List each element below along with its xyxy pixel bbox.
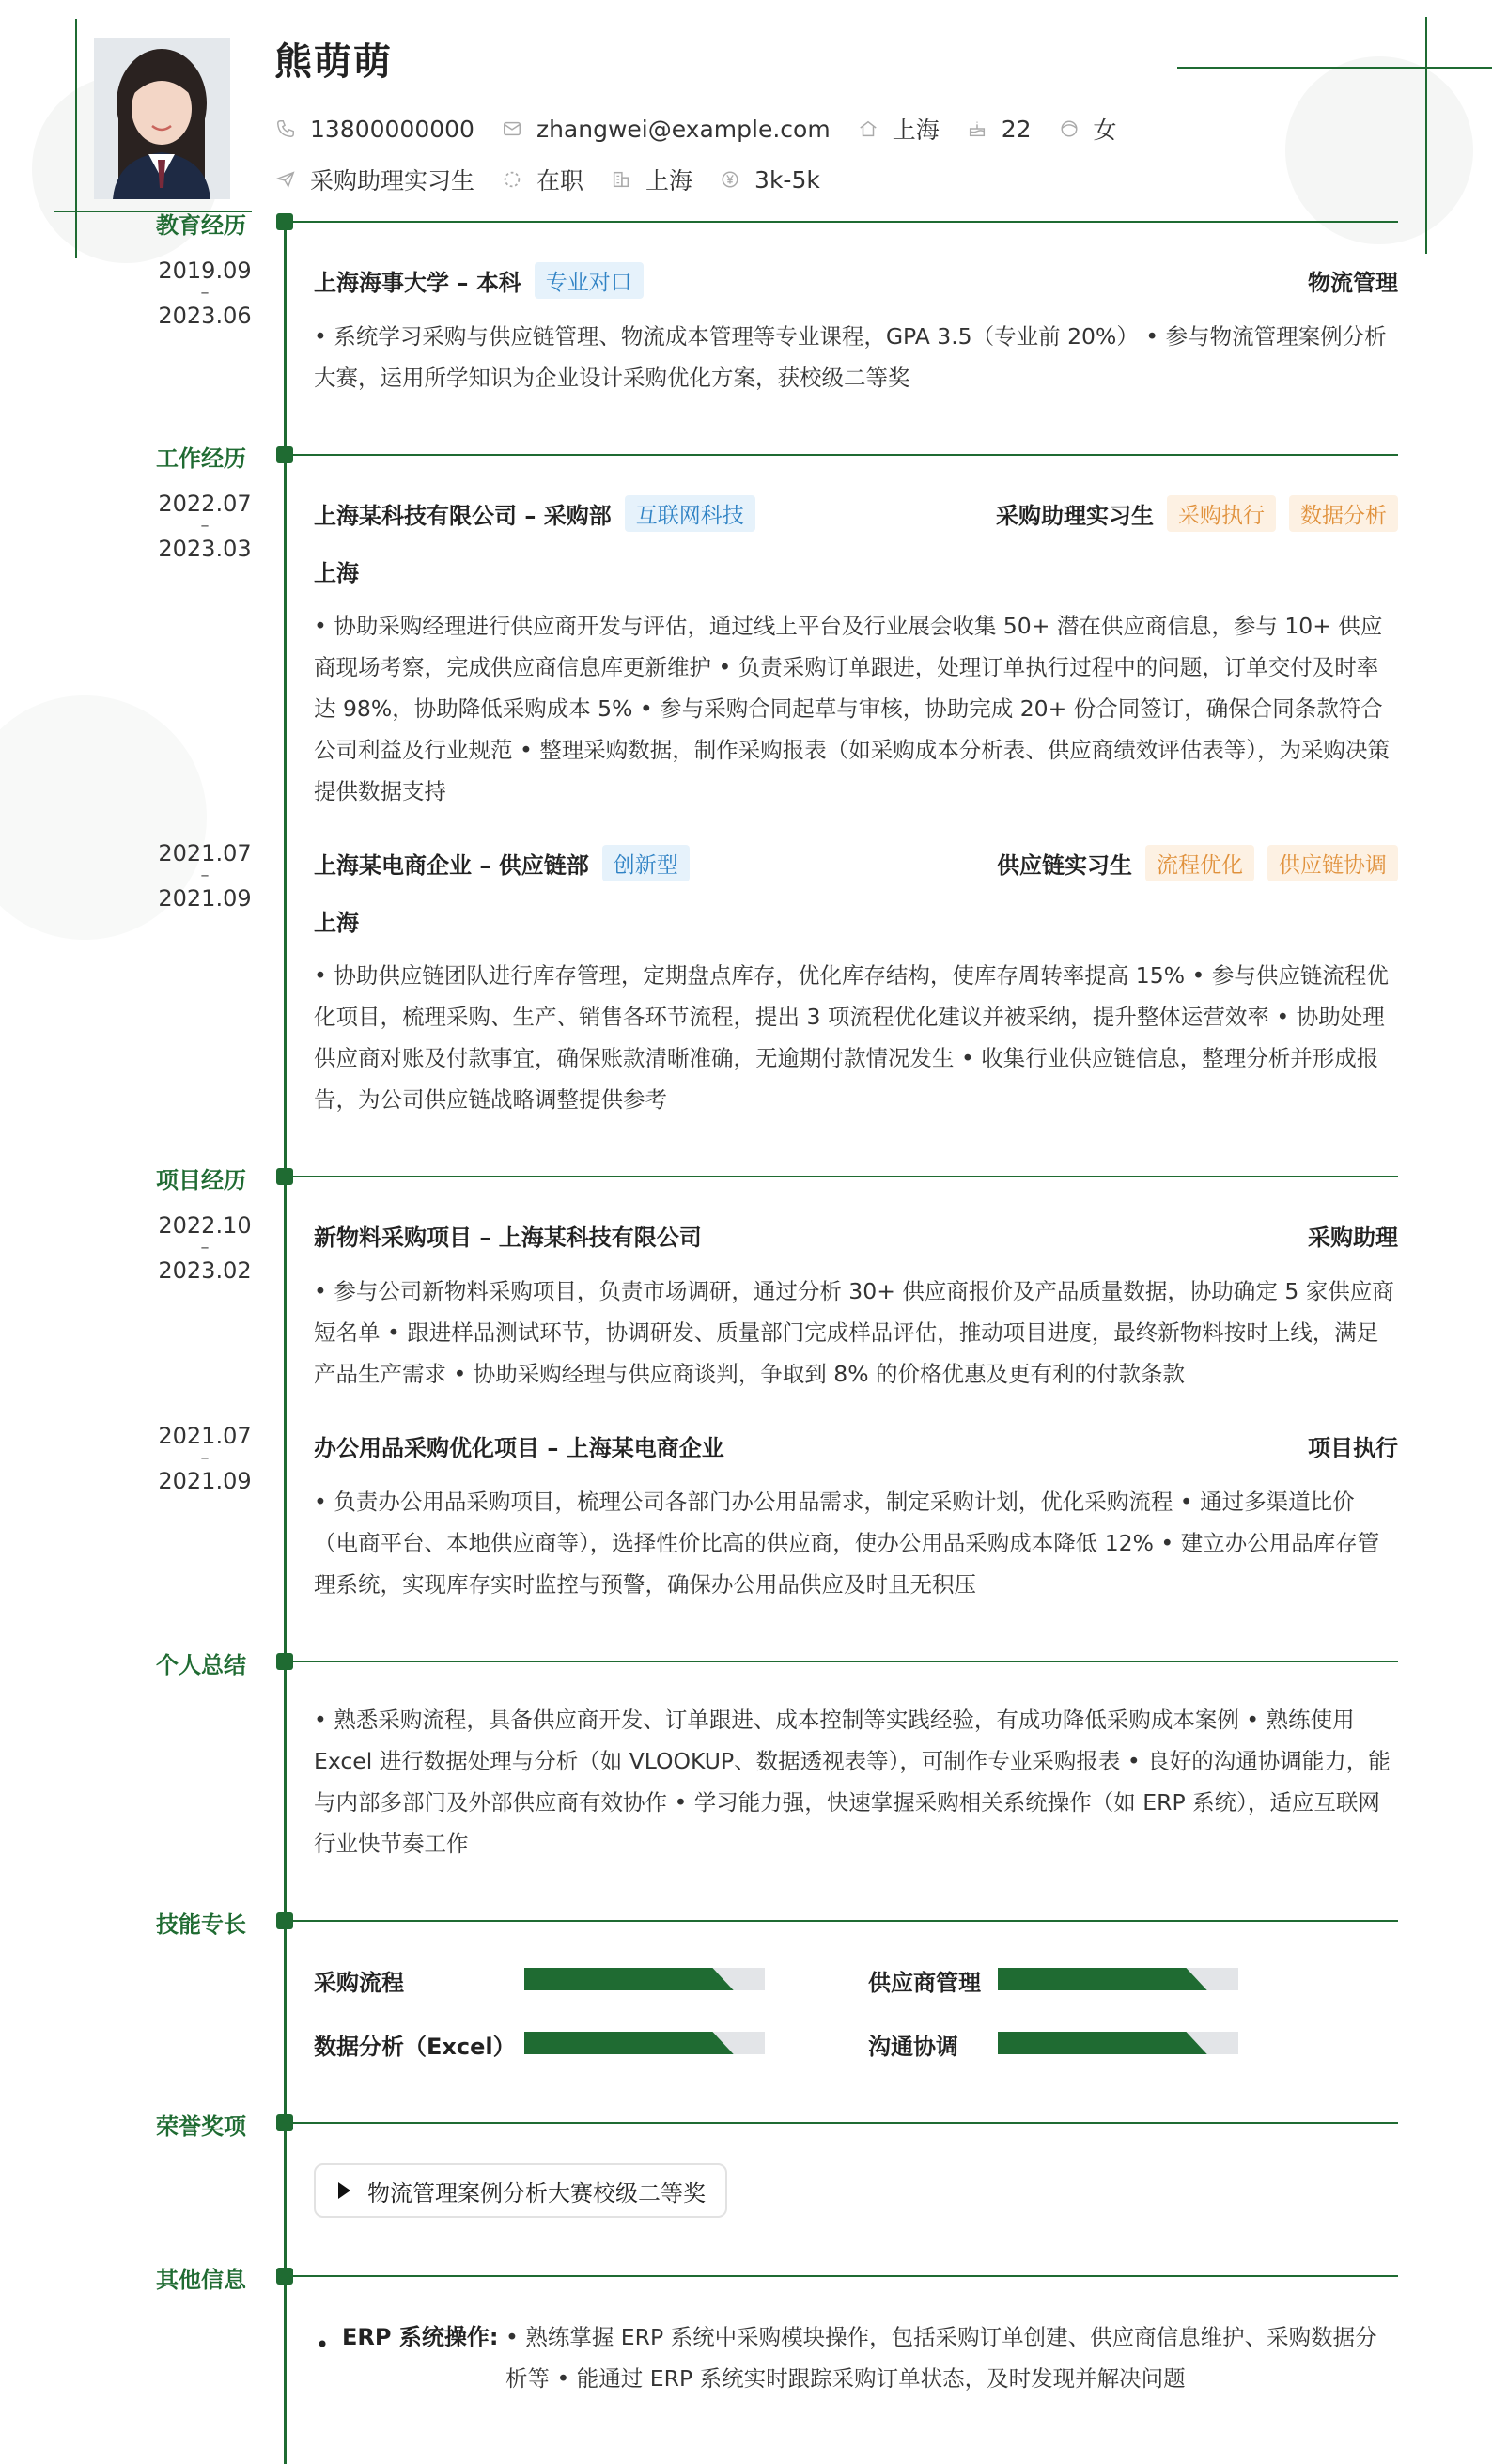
work-description: • 协助采购经理进行供应商开发与评估，通过线上平台及行业展会收集 50+ 潜在供应商信息，参与 10+ 供应商现场考察，完成供应商信息库更新维护 • 负责采购订单跟进，处理订单执行过程中的问题，订单交付及时率达 98%，协助降低采购成本 5% • 参与采购合同起草与审核，协助完成 20+ 份合同签订，确保合同条款符合公司利益及行业规范 • 整理采购数据，制作采购报表（如采购成本分析表、供应商绩效评估表等），为采购决策提供数据支持	[314, 613, 1391, 804]
skill-bar-fill	[524, 1968, 734, 1990]
position-item	[274, 163, 474, 196]
date-separator: –	[200, 1448, 210, 1468]
corner-line-right-vertical	[1425, 17, 1427, 254]
salary-text: 3k-5k	[754, 165, 820, 194]
section-divider	[293, 454, 1398, 456]
skill-bar-fill	[524, 2032, 734, 2054]
edu-date	[141, 259, 269, 327]
work-city: 上海	[314, 910, 359, 936]
salary-item	[719, 166, 820, 194]
work-skill-tag: 采购执行	[1167, 495, 1276, 532]
section-title-projects: 项目经历	[156, 1167, 246, 1193]
project-date	[141, 1214, 269, 1282]
edu-description: • 系统学习采购与供应链管理、物流成本管理等专业课程，GPA 3.5（专业前 20%） • 参与物流管理案例分析大赛，运用所学知识为企业设计采购优化方案，获校级二等奖	[314, 323, 1387, 391]
mail-icon	[501, 117, 523, 140]
edu-major: 物流管理	[1308, 269, 1398, 296]
project-role: 项目执行	[1308, 1434, 1398, 1461]
work-city: 上海	[314, 560, 359, 586]
section-dot	[276, 2114, 293, 2131]
job-intent-row	[274, 164, 847, 195]
project-header	[314, 1427, 1398, 1464]
edu-end: 2023.06	[158, 303, 252, 329]
skill-bar-fill	[998, 1968, 1207, 1990]
home-icon	[857, 117, 879, 140]
award-label: 物流管理案例分析大赛校级二等奖	[367, 2179, 706, 2207]
work-company: 上海某科技有限公司 – 采购部	[314, 502, 612, 529]
section-title-work: 工作经历	[156, 445, 246, 472]
edu-school: 上海海事大学 – 本科	[314, 269, 521, 296]
section-title-education: 教育经历	[156, 212, 246, 239]
edu-start: 2019.09	[158, 257, 252, 284]
section-dot	[276, 1168, 293, 1185]
other-text: • 熟练掌握 ERP 系统中采购模块操作，包括采购订单创建、供应商信息维护、采购数据分析等 • 能通过 ERP 系统实时跟踪采购订单状态，及时发现并解决问题	[505, 2324, 1377, 2392]
project-header	[314, 1216, 1398, 1254]
section-divider	[293, 1920, 1398, 1922]
date-separator: –	[200, 866, 210, 885]
face-icon	[1058, 117, 1080, 140]
work-industry-tag: 创新型	[602, 845, 690, 881]
section-title-awards: 荣誉奖项	[156, 2113, 246, 2140]
project-end: 2021.09	[158, 1468, 252, 1494]
corner-line-right-horizontal	[1177, 67, 1492, 69]
contact-row	[274, 113, 1143, 145]
work-start: 2021.07	[158, 840, 252, 866]
decor-circle-right	[1285, 56, 1473, 244]
summary-text: • 熟悉采购流程，具备供应商开发、订单跟进、成本控制等实践经验，有成功降低采购成本案例 • 熟练使用 Excel 进行数据处理与分析（如 VLOOKUP、数据透视表等），可制作专业采购报表 • 良好的沟通协调能力，能与内部多部门及外部供应商有效协作 • 学习能力强，快速掌握采购相关系统操作（如 ERP 系统），适应互联网行业快节奏工作	[314, 1707, 1391, 1857]
skill-name: 沟通协调	[868, 2034, 958, 2060]
work-city-text: 上海	[645, 167, 693, 195]
age-item	[966, 116, 1032, 143]
corner-line-left-vertical	[75, 19, 77, 258]
section-dot	[276, 1912, 293, 1929]
phone-icon	[274, 117, 297, 140]
date-separator: –	[200, 516, 210, 536]
work-header	[314, 844, 1398, 881]
skill-name: 供应商管理	[868, 1970, 981, 1996]
work-company: 上海某电商企业 – 供应链部	[314, 851, 589, 879]
loading-icon	[501, 168, 523, 191]
section-title-summary: 个人总结	[156, 1652, 246, 1678]
location-text: 上海	[892, 117, 940, 144]
skill-bar	[998, 1968, 1238, 1990]
position-text: 采购助理实习生	[310, 167, 475, 195]
location-item	[857, 112, 940, 146]
date-separator: –	[200, 283, 210, 303]
building-icon	[610, 168, 632, 191]
edu-header	[314, 261, 1398, 299]
award-toggle[interactable]	[314, 2163, 727, 2218]
section-divider	[293, 2275, 1398, 2277]
work-skill-tag: 供应链协调	[1267, 845, 1398, 881]
work-date	[141, 492, 269, 560]
section-divider	[293, 1176, 1398, 1177]
skill-bar-fill	[998, 2032, 1207, 2054]
project-description: • 负责办公用品采购项目，梳理公司各部门办公用品需求，制定采购计划，优化采购流程 • 通过多渠道比价（电商平台、本地供应商等），选择性价比高的供应商，使办公用品采购成本降低 12% • 建立办公用品库存管理系统，实现库存实时监控与预警，确保办公用品供应及时且无积压	[314, 1489, 1380, 1598]
status-item	[501, 163, 583, 196]
cake-icon	[966, 117, 988, 140]
age-text: 22	[1001, 115, 1032, 143]
project-date	[141, 1425, 269, 1492]
work-description: • 协助供应链团队进行库存管理，定期盘点库存，优化库存结构，使库存周转率提高 15% • 参与供应链流程优化项目，梳理采购、生产、销售各环节流程，提出 3 项流程优化建议并被采纳，提升整体运营效率 • 协助处理供应商对账及付款事宜，确保账款清晰准确，无逾期付款情况发生 • 收集行业供应链信息，整理分析并形成报告，为公司供应链战略调整提供参考	[314, 962, 1389, 1113]
work-end: 2021.09	[158, 885, 252, 912]
project-start: 2021.07	[158, 1423, 252, 1449]
skill-name: 采购流程	[314, 1970, 404, 1996]
work-date	[141, 842, 269, 910]
section-divider	[293, 221, 1398, 223]
section-dot	[276, 446, 293, 463]
edu-tag: 专业对口	[535, 262, 644, 299]
work-skill-tag: 数据分析	[1289, 495, 1398, 532]
section-dot	[276, 213, 293, 230]
work-role: 采购助理实习生	[996, 502, 1154, 529]
work-city-item	[610, 163, 692, 196]
caret-right-icon	[338, 2182, 350, 2199]
skill-bar	[998, 2032, 1238, 2054]
candidate-name: 熊萌萌	[274, 40, 393, 84]
phone-text: 13800000000	[310, 115, 474, 143]
work-start: 2022.07	[158, 491, 252, 517]
skill-bar	[524, 2032, 765, 2054]
date-separator: –	[200, 1238, 210, 1257]
work-header	[314, 494, 1398, 532]
gender-item	[1058, 112, 1117, 146]
project-title: 办公用品采购优化项目 – 上海某电商企业	[314, 1434, 724, 1461]
gender-text: 女	[1093, 117, 1117, 144]
send-icon	[274, 168, 297, 191]
email-text: zhangwei@example.com	[536, 115, 831, 143]
project-role: 采购助理	[1308, 1224, 1398, 1251]
yen-icon	[719, 168, 741, 191]
section-divider	[293, 2122, 1398, 2124]
list-bullet: •	[316, 2331, 330, 2358]
email-item[interactable]	[501, 116, 831, 143]
section-dot	[276, 2268, 293, 2285]
work-skill-tag: 流程优化	[1145, 845, 1254, 881]
status-text: 在职	[536, 167, 584, 195]
phone-item[interactable]	[274, 116, 474, 143]
work-industry-tag: 互联网科技	[625, 495, 755, 532]
project-end: 2023.02	[158, 1257, 252, 1284]
skill-name: 数据分析（Excel）	[314, 2034, 516, 2060]
section-divider	[293, 1661, 1398, 1662]
other-label: ERP 系统操作:	[342, 2324, 499, 2350]
section-title-other: 其他信息	[156, 2267, 246, 2293]
project-title: 新物料采购项目 – 上海某科技有限公司	[314, 1224, 702, 1251]
work-role: 供应链实习生	[997, 851, 1132, 879]
project-description: • 参与公司新物料采购项目，负责市场调研，通过分析 30+ 供应商报价及产品质量数据，协助确定 5 家供应商短名单 • 跟进样品测试环节，协调研发、质量部门完成样品评估，推动项目进度，最终新物料按时上线，满足产品生产需求 • 协助采购经理与供应商谈判，争取到 8% 的价格优惠及更有利的付款条款	[314, 1278, 1394, 1387]
avatar	[94, 38, 230, 199]
project-start: 2022.10	[158, 1212, 252, 1239]
work-end: 2023.03	[158, 536, 252, 562]
section-title-skills: 技能专长	[156, 1911, 246, 1938]
section-dot	[276, 1653, 293, 1670]
skill-bar	[524, 1968, 765, 1990]
